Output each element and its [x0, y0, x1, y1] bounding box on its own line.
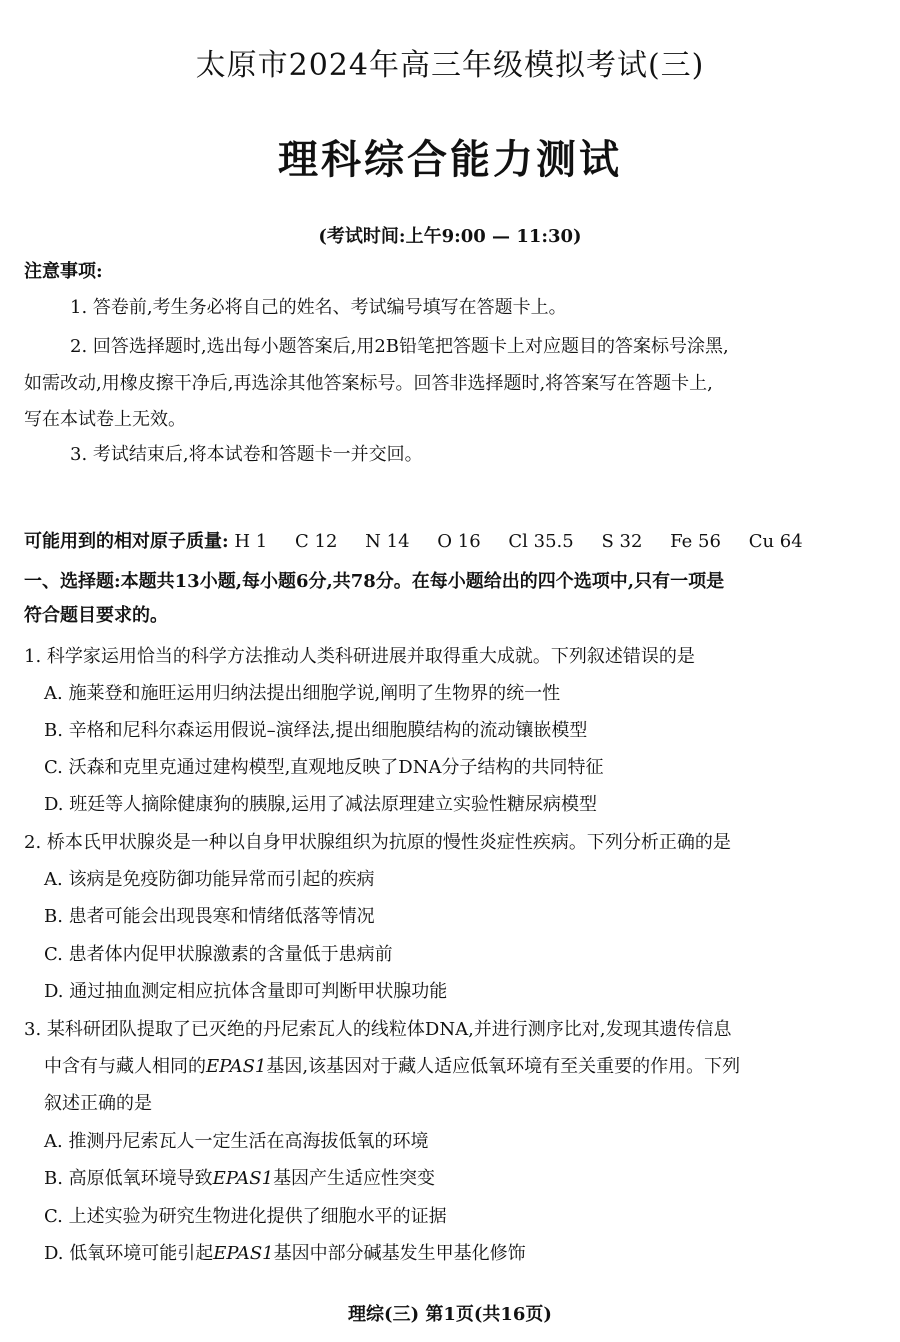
mass-n: N 14: [365, 531, 410, 552]
question-3-option-c: C. 上述实验为研究生物进化提供了细胞水平的证据: [44, 1206, 447, 1227]
gene-name: EPAS1: [213, 1243, 274, 1264]
question-2-option-c: C. 患者体内促甲状腺激素的含量低于患病前: [44, 944, 393, 965]
section-1-line-1: 一、选择题:本题共13小题,每小题6分,共78分。在每小题给出的四个选项中,只有一项是: [24, 571, 725, 592]
q3-stem-part-a: 中含有与藏人相同的: [44, 1056, 206, 1077]
mass-cl: Cl 35.5: [508, 531, 574, 552]
note-item-3: 3. 考试结束后,将本试卷和答题卡一并交回。: [70, 444, 423, 465]
gene-name: EPAS1: [206, 1056, 267, 1077]
question-1-option-a: A. 施莱登和施旺运用归纳法提出细胞学说,阐明了生物界的统一性: [44, 683, 561, 704]
mass-s: S 32: [601, 531, 643, 552]
note-item-1: 1. 答卷前,考生务必将自己的姓名、考试编号填写在答题卡上。: [70, 297, 567, 318]
mass-cu: Cu 64: [748, 531, 803, 552]
mass-c: C 12: [295, 531, 338, 552]
question-2-option-a: A. 该病是免疫防御功能异常而引起的疾病: [44, 869, 375, 890]
note-item-2-line-2: 如需改动,用橡皮擦干净后,再选涂其他答案标号。回答非选择题时,将答案写在答题卡上,: [24, 373, 713, 394]
question-3-option-d: [44, 1239, 526, 1265]
question-2-stem: 2. 桥本氏甲状腺炎是一种以自身甲状腺组织为抗原的慢性炎症性疾病。下列分析正确的是: [24, 832, 731, 853]
question-1-option-b: B. 辛格和尼科尔森运用假说–演绎法,提出细胞膜结构的流动镶嵌模型: [44, 720, 588, 741]
question-1-option-c: C. 沃森和克里克通过建构模型,直观地反映了DNA分子结构的共同特征: [44, 757, 604, 778]
question-3-stem-line-3: 叙述正确的是: [44, 1093, 152, 1114]
question-3-option-a: A. 推测丹尼索瓦人一定生活在高海拔低氧的环境: [44, 1131, 429, 1152]
mass-fe: Fe 56: [670, 531, 721, 552]
mass-o: O 16: [437, 531, 481, 552]
question-2-option-d: D. 通过抽血测定相应抗体含量即可判断甲状腺功能: [44, 981, 448, 1002]
question-1-option-d: D. 班廷等人摘除健康狗的胰腺,运用了减法原理建立实验性糖尿病模型: [44, 794, 597, 815]
question-3-option-b: [44, 1164, 435, 1190]
mass-h: H 1: [234, 531, 268, 552]
subject-title: 理科综合能力测试: [278, 136, 622, 183]
notes-heading: 注意事项:: [24, 261, 103, 282]
question-1-stem: 1. 科学家运用恰当的科学方法推动人类科研进展并取得重大成就。下列叙述错误的是: [24, 646, 695, 667]
question-3-stem-line-1: 3. 某科研团队提取了已灭绝的丹尼索瓦人的线粒体DNA,并进行测序比对,发现其遗传信息: [24, 1019, 732, 1040]
atomic-masses-line: [24, 527, 803, 553]
question-2-option-b: B. 患者可能会出现畏寒和情绪低落等情况: [44, 906, 375, 927]
q3-option-b-part-a: B. 高原低氧环境导致: [44, 1168, 213, 1189]
question-3-stem-line-2: [44, 1052, 740, 1078]
section-1-line-2: 符合题目要求的。: [24, 605, 168, 626]
note-item-2-line-3: 写在本试卷上无效。: [24, 409, 186, 430]
q3-stem-part-b: 基因,该基因对于藏人适应低氧环境有至关重要的作用。下列: [266, 1056, 741, 1077]
q3-option-b-part-b: 基因产生适应性突变: [273, 1168, 436, 1189]
q3-option-d-part-a: D. 低氧环境可能引起: [44, 1243, 214, 1264]
atomic-masses-label: 可能用到的相对原子质量:: [24, 531, 229, 552]
gene-name: EPAS1: [212, 1168, 274, 1189]
exam-time: (考试时间:上午9:00 — 11:30): [318, 226, 582, 247]
page-footer: 理综(三) 第1页(共16页): [348, 1304, 552, 1325]
q3-option-d-part-b: 基因中部分碱基发生甲基化修饰: [273, 1243, 526, 1264]
exam-title: 太原市2024年高三年级模拟考试(三): [195, 48, 705, 83]
note-item-2-line-1: 2. 回答选择题时,选出每小题答案后,用2B铅笔把答题卡上对应题目的答案标号涂黑,: [70, 336, 729, 357]
